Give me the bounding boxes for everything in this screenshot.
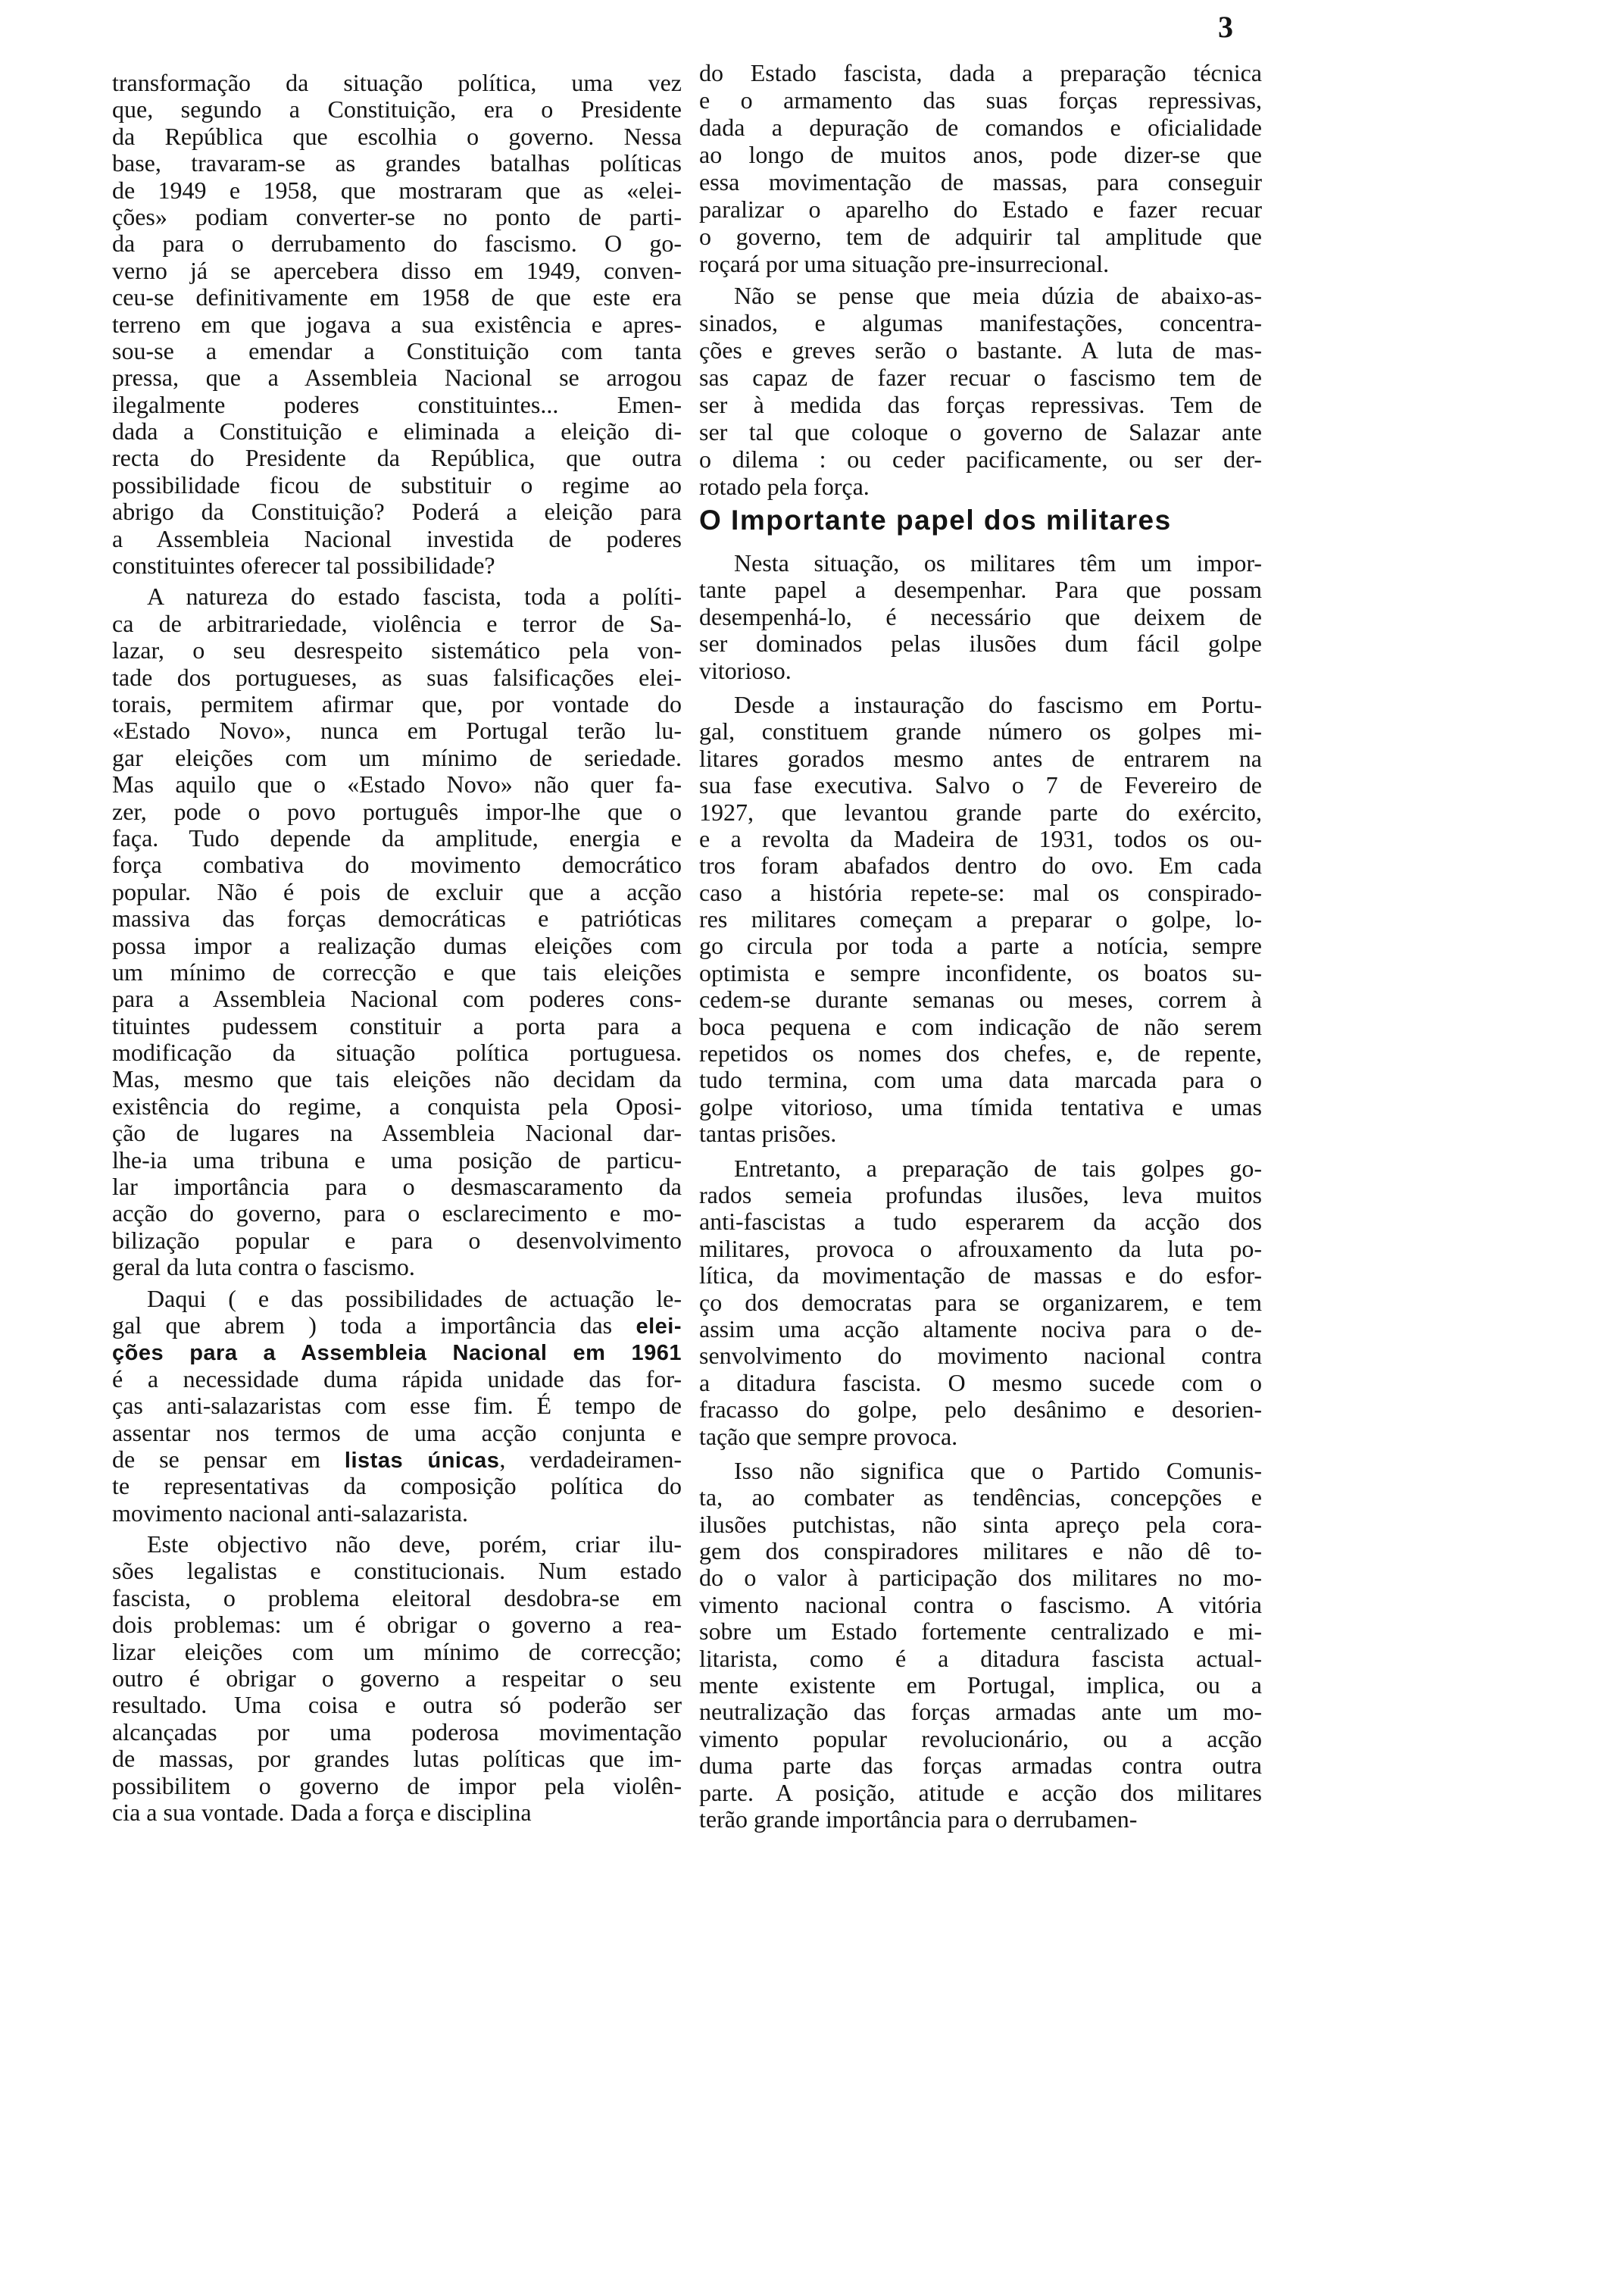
text-line: abrigo da Constituição? Poderá a eleição para: [112, 498, 682, 526]
text-line: litares gorados mesmo antes de entrarem na: [699, 744, 1262, 772]
text-line: res militares começam a preparar o golpe, lo-: [699, 905, 1262, 933]
text-line: optimista e sempre inconfidente, os boatos su-: [699, 958, 1262, 986]
left-column: [112, 70, 682, 1830]
text-line: ilegalmente poderes constituintes... Emen-: [112, 390, 682, 418]
text-line: essa movimentação de massas, para conseguir: [699, 168, 1262, 195]
text-line: o dilema : ou ceder pacificamente, ou ser der-: [699, 445, 1262, 473]
text-line: ço dos democratas para se organizarem, e tem: [699, 1288, 1262, 1316]
paragraph: [112, 1531, 682, 1826]
text-line: vitorioso.: [699, 656, 792, 684]
paragraph: [112, 70, 682, 579]
text-line: boca pequena e com indicação de não serem: [699, 1012, 1262, 1040]
text-segment: de se pensar em: [112, 1445, 345, 1473]
text-line: do Estado fascista, dada a preparação técnica: [699, 59, 1262, 86]
text-line: fracasso do golpe, pelo desânimo e desorien-: [699, 1396, 1262, 1424]
section-heading: O Importante papel dos militares: [699, 505, 1172, 536]
text-line: do o valor à participação dos militares no mo-: [699, 1564, 1262, 1592]
paragraph: [699, 1155, 1262, 1450]
text-line: possa impor a realização dumas eleições com: [112, 931, 682, 959]
text-line: da República que escolhia o governo. Nessa: [112, 122, 682, 150]
text-line: repetidos os nomes dos chefes, e, de repente,: [699, 1039, 1262, 1067]
text-line: golpe vitorioso, uma tímida tentativa e umas: [699, 1092, 1262, 1120]
text-line: ta, ao combater as tendências, concepções e: [699, 1483, 1262, 1511]
text-line: neutralização das forças armadas ante um mo-: [699, 1698, 1262, 1726]
text-line: [112, 1312, 682, 1339]
text-line: go circula por toda a parte a notícia, sempre: [699, 932, 1262, 960]
text-line: sua fase executiva. Salvo o 7 de Fevereiro de: [699, 771, 1262, 799]
text-line: de massas, por grandes lutas políticas que im-: [112, 1745, 682, 1773]
text-line: resultado. Uma coisa e outra só poderão ser: [112, 1691, 682, 1719]
text-line: ções e greves serão o bastante. A luta de mas-: [699, 336, 1262, 364]
text-line: rotado pela força.: [699, 473, 870, 500]
text-line: anti-fascistas a tudo esperarem da acção dos: [699, 1208, 1262, 1236]
text-line: rados semeia profundas ilusões, leva muitos: [699, 1180, 1262, 1208]
text-line: de 1949 e 1958, que mostraram que as «elei-: [112, 176, 682, 204]
text-line: lítica, da movimentação de massas e do esfor-: [699, 1261, 1262, 1289]
text-line: zer, pode o povo português impor-lhe que o: [112, 797, 682, 825]
text-line: ceu-se definitivamente em 1958 de que este era: [112, 283, 682, 311]
text-line: te representativas da composição política do: [112, 1472, 682, 1500]
text-line: modificação da situação política portuguesa.: [112, 1039, 682, 1067]
text-line: [112, 1446, 682, 1473]
text-line: faça. Tudo depende da amplitude, energia e: [112, 824, 682, 852]
text-line: transformação da situação política, uma vez: [112, 69, 682, 96]
paragraph: [699, 1458, 1262, 1833]
text-line: lhe-ia uma tribuna e uma posição de particu-: [112, 1146, 682, 1174]
text-line: tantas prisões.: [699, 1120, 837, 1148]
text-line: verno já se apercebera disso em 1949, conven-: [112, 256, 682, 284]
text-line: constituintes oferecer tal possibilidade?: [112, 552, 495, 580]
bold-emphasis: ções para a Assembleia Nacional em 1961: [112, 1341, 682, 1366]
text-line: lar importância para o desmascaramento da: [112, 1173, 682, 1201]
text-line: outro é obrigar o governo a respeitar o seu: [112, 1664, 682, 1692]
text-line: vimento popular revolucionário, ou a acção: [699, 1724, 1262, 1752]
text-line: existência do regime, a conquista pela Oposi-: [112, 1092, 682, 1120]
text-line: caso a história repete-se: mal os conspirado-: [699, 878, 1262, 906]
text-line: «Estado Novo», nunca em Portugal terão lu-: [112, 717, 682, 745]
text-line: terreno em que jogava a sua existência e apres-: [112, 310, 682, 338]
text-line: Mas, mesmo que tais eleições não decidam da: [112, 1065, 682, 1093]
paragraph: [699, 550, 1262, 684]
text-line: Não se pense que meia dúzia de abaixo-as-: [734, 282, 1262, 309]
right-column-body: [699, 550, 1262, 1840]
bold-emphasis: elei-: [636, 1314, 682, 1339]
text-line: [112, 1339, 682, 1365]
text-line: Daqui ( e das possibilidades de actuação le-: [147, 1284, 682, 1312]
text-line: sou-se a emendar a Constituição com tanta: [112, 336, 682, 364]
text-line: alcançadas por uma poderosa movimentação: [112, 1717, 682, 1746]
text-segment: gal que abrem ) toda a importância das: [112, 1311, 636, 1339]
paragraph: [699, 692, 1262, 1148]
text-line: Mas aquilo que o «Estado Novo» não quer fa-: [112, 770, 682, 799]
text-line: e o armamento das suas forças repressivas,: [699, 86, 1262, 114]
text-line: tros foram abafados dentro do ovo. Em cada: [699, 852, 1262, 880]
text-line: ser dominados pelas ilusões dum fácil golpe: [699, 630, 1262, 658]
text-line: torais, permitem afirmar que, por vontade do: [112, 689, 682, 717]
text-line: senvolvimento do movimento nacional contra: [699, 1342, 1262, 1370]
text-line: sobre um Estado fortemente centralizado e mi-: [699, 1617, 1262, 1646]
text-line: vimento nacional contra o fascismo. A vitória: [699, 1590, 1262, 1618]
text-segment: , verdadeiramen-: [499, 1445, 682, 1473]
text-line: terão grande importância para o derrubamen-: [699, 1805, 1138, 1833]
text-line: dois problemas: um é obrigar o governo a rea-: [112, 1611, 682, 1639]
text-line: a Assembleia Nacional investida de poderes: [112, 524, 682, 552]
text-line: tade dos portugueses, as suas falsificações elei-: [112, 663, 682, 691]
text-line: paralizar o aparelho do Estado e fazer recuar: [699, 195, 1262, 223]
text-line: sas capaz de fazer recuar o fascismo tem de: [699, 364, 1262, 391]
text-line: ser tal que coloque o governo de Salazar ante: [699, 418, 1262, 445]
text-line: é a necessidade duma rápida unidade das for-: [112, 1364, 682, 1392]
text-line: ao longo de muitos anos, pode dizer-se que: [699, 141, 1262, 168]
paragraph: [112, 583, 682, 1280]
text-line: lizar eleições com um mínimo de correcção;: [112, 1637, 682, 1665]
text-line: geral da luta contra o fascismo.: [112, 1253, 415, 1281]
text-line: movimento nacional anti-salazarista.: [112, 1499, 469, 1527]
right-column-top: [699, 59, 1262, 505]
text-line: pressa, que a Assembleia Nacional se arrogou: [112, 364, 682, 392]
paragraph: [112, 1286, 682, 1527]
text-line: mente existente em Portugal, implica, ou a: [699, 1671, 1262, 1699]
paragraph: [699, 59, 1262, 277]
text-line: cia a sua vontade. Dada a força e disciplina: [112, 1799, 532, 1826]
text-line: popular. Não é pois de excluir que a acção: [112, 877, 682, 905]
text-line: possibilidade ficou de substituir o regime ao: [112, 470, 682, 499]
text-line: da para o derrubamento do fascismo. O go-: [112, 230, 682, 258]
text-line: assim uma acção altamente nociva para o de-: [699, 1314, 1262, 1342]
text-line: gar eleições com um mínimo de seriedade.: [112, 743, 682, 771]
paragraph: [699, 282, 1262, 500]
text-line: dada a depuração de comandos e oficialidade: [699, 114, 1262, 141]
text-line: possibilitem o governo de impor pela violên-: [112, 1771, 682, 1799]
text-line: litarista, como é a ditadura fascista actual-: [699, 1644, 1262, 1672]
text-line: dada a Constituição e eliminada a eleição di-: [112, 417, 682, 445]
text-line: gem dos conspiradores militares e não dê to-: [699, 1537, 1262, 1565]
text-line: desempenhá-lo, é necessário que deixem de: [699, 602, 1262, 630]
text-line: tituintes pudessem constituir a porta para a: [112, 1011, 682, 1039]
text-line: Entretanto, a preparação de tais golpes go-: [734, 1154, 1262, 1182]
text-line: gal, constituem grande número os golpes mi-: [699, 717, 1262, 745]
text-line: base, travaram-se as grandes batalhas políticas: [112, 149, 682, 177]
text-line: Desde a instauração do fascismo em Portu-: [734, 690, 1262, 718]
text-line: assentar nos termos de uma acção conjunta e: [112, 1418, 682, 1446]
bold-emphasis: listas únicas: [344, 1448, 500, 1473]
text-line: recta do Presidente da República, que outra: [112, 444, 682, 472]
text-line: para a Assembleia Nacional com poderes cons-: [112, 985, 682, 1013]
text-line: ilusões putchistas, não sinta apreço pela cora-: [699, 1510, 1262, 1538]
text-line: ser à medida das forças repressivas. Tem de: [699, 391, 1262, 418]
text-line: Nesta situação, os militares têm um impor-: [734, 549, 1262, 577]
text-line: que, segundo a Constituição, era o Presidente: [112, 95, 682, 123]
text-line: Este objectivo não deve, porém, criar ilu-: [147, 1530, 682, 1558]
text-line: o governo, tem de adquirir tal amplitude que: [699, 223, 1262, 250]
text-line: duma parte das forças armadas contra outra: [699, 1752, 1262, 1780]
text-line: roçará por uma situação pre-insurrecional.: [699, 250, 1110, 277]
text-line: A natureza do estado fascista, toda a políti-: [147, 583, 682, 611]
text-line: ças anti-salazaristas com esse fim. É tempo de: [112, 1392, 682, 1420]
text-line: 1927, que levantou grande parte do exército,: [699, 798, 1262, 826]
text-line: um mínimo de correcção e que tais eleições: [112, 958, 682, 986]
text-line: e a revolta da Madeira de 1931, todos os ou-: [699, 824, 1262, 852]
text-line: Isso não significa que o Partido Comunis-: [734, 1456, 1262, 1484]
page-number: 3: [1218, 10, 1233, 44]
text-line: massiva das forças democráticas e patrióticas: [112, 905, 682, 933]
text-line: a ditadura fascista. O mesmo sucede com o: [699, 1368, 1262, 1396]
text-line: cedem-se durante semanas ou meses, correm à: [699, 986, 1262, 1014]
text-line: sinados, e algumas manifestações, concentra-: [699, 309, 1262, 336]
text-line: lazar, o seu desrespeito sistemático pela von-: [112, 636, 682, 664]
text-line: bilização popular e para o desenvolvimento: [112, 1226, 682, 1254]
text-line: fascista, o problema eleitoral desdobra-se em: [112, 1583, 682, 1611]
text-line: parte. A posição, atitude e acção dos militares: [699, 1778, 1262, 1806]
text-line: tante papel a desempenhar. Para que possam: [699, 576, 1262, 604]
text-line: ções» podiam converter-se no ponto de parti-: [112, 202, 682, 230]
text-line: ca de arbitrariedade, violência e terror de Sa-: [112, 609, 682, 637]
text-line: acção do governo, para o esclarecimento e mo-: [112, 1199, 682, 1227]
text-line: força combativa do movimento democrático: [112, 851, 682, 879]
text-line: tudo termina, com uma data marcada para o: [699, 1066, 1262, 1094]
text-line: sões legalistas e constitucionais. Num estado: [112, 1557, 682, 1585]
text-line: tação que sempre provoca.: [699, 1422, 958, 1450]
text-line: militares, provoca o afrouxamento da luta po-: [699, 1234, 1262, 1262]
text-line: ção de lugares na Assembleia Nacional dar-: [112, 1119, 682, 1147]
